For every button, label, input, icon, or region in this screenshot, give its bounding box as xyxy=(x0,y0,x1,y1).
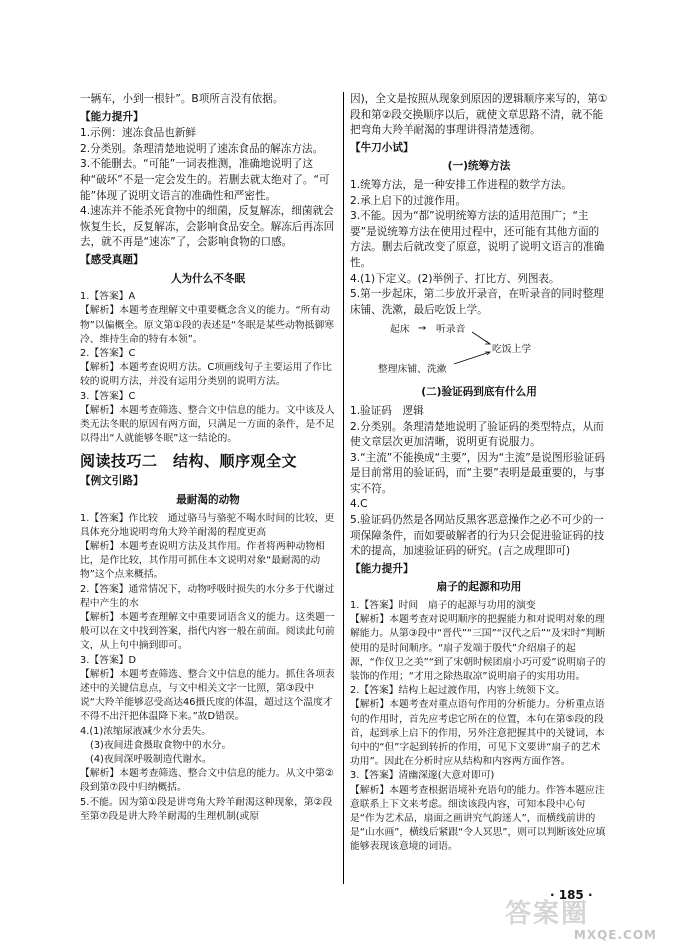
answer-list xyxy=(350,599,608,855)
answer-list xyxy=(350,404,608,560)
diagram-node: 整理床铺、洗漱 xyxy=(378,364,447,376)
answer-item: 3.【答案】清幽深邃(大意对即可) xyxy=(350,770,495,782)
column-divider xyxy=(343,92,344,884)
answer-item: 2.分类别。条理清楚地说明了速冻食品的解冻方法。 xyxy=(80,142,324,155)
analysis-text: 【解析】本题考查筛选、整合文中信息的能力。从文中第②段到第⑦段中归纳概括。 xyxy=(80,768,334,794)
answer-item: 5.验证码仍然是各网站反黑客恶意操作之必不可少的一项保障条件，而如要破解者的行为只会促进验证码的技术的提高，加速验证码的研究。(言之成理即可) xyxy=(350,514,605,558)
answer-item: 1.【答案】作比较 通过骆马与骆驼不喝水时间的比较，更具体充分地说明弯角大羚羊耐渴的程度更高 xyxy=(80,512,335,538)
subsection-title: (二)验证码到底有什么用 xyxy=(421,386,537,399)
answer-item: 5.不能。因为第①段是讲弯角大羚羊耐渴这种现象，第②段至第⑦段是讲大羚羊耐渴的生理机制(或原 xyxy=(80,796,333,822)
answer-item: 3.不能。因为“都”说明统筹方法的适用范围广；“主要”是说统筹方法在使用过程中，还可能有其他方面的方法。删去后就改变了原意，说明了说明文语言的准确性。 xyxy=(350,210,605,269)
answer-list xyxy=(350,178,608,318)
analysis-text: 【解析】本题考查理解文中重要词语含义的能力。这类题一般可以在文中找到答案，指代内容一般在前面。阅读此句前文，从上句中摘到即可。 xyxy=(80,611,335,652)
section-heading: 【例文引路】 xyxy=(80,475,144,488)
answer-item: 1.示例：速冻食品也新鲜 xyxy=(80,127,197,140)
right-column xyxy=(350,92,608,855)
answer-item: (4)夜间深呼吸制造代谢水。 xyxy=(90,754,212,765)
page-number: · 185 · xyxy=(550,888,593,902)
diagram-node: 吃饭上学 xyxy=(492,344,532,356)
analysis-text: 【解析】本题考查说明方法。C项画线句子主要运用了作比较的说明方法，并没有运用分类别的说明方法。 xyxy=(80,362,332,388)
answer-item: 4.速冻并不能杀死食物中的细菌，反复解冻，细菌就会恢复生长，反复解冻，会影响食品安全。解冻后再冻回去，就不再是“速冻”了，会影响食物的口感。 xyxy=(80,205,335,249)
article-title: 扇子的起源和功用 xyxy=(436,581,522,594)
article-title: 最耐渴的动物 xyxy=(176,493,240,506)
answer-list xyxy=(80,126,336,251)
continued-text: 因)，全文是按照从现象到原因的逻辑顺序来写的，第①段和第②段交换顺序以后，就使文章思路不清，就不能把弯角大羚羊耐渴的事理讲得清楚透彻。 xyxy=(350,93,608,137)
answer-item: 1.统筹方法，是一种安排工作进程的数学方法。 xyxy=(350,178,572,191)
analysis-text: 【解析】本题考查说明方法及其作用。作者将两种动物相比，是作比较，其作用可抓住本文说明对象“最耐渴的动物”这个点来概括。 xyxy=(80,540,325,581)
answer-item: 3.“主流”不能换成“主要”，因为“主流”是说图形验证码是目前常用的验证码，而“主要”表明是最重要的，与事实不符。 xyxy=(350,451,605,495)
analysis-text: 【解析】本题考查筛选、整合文中信息的能力。文中该及人类无法冬眠的原因有两方面，只满足一方面的条件，是不足以得出“人就能够冬眠”这一结论的。 xyxy=(80,404,335,445)
answer-item: 3.【答案】D xyxy=(80,654,137,666)
section-heading: 【能力提升】 xyxy=(80,110,144,123)
chapter-title: 阅读技巧二 结构、顺序观全文 xyxy=(80,452,298,471)
answer-list xyxy=(80,512,336,824)
answer-item: 2.【答案】结构上起过渡作用，内容上统领下文。 xyxy=(350,685,566,697)
continued-text: 一辆车，小到一根针”。B项所言没有依据。 xyxy=(80,93,284,105)
answer-item: 2.分类别。条理清楚地说明了验证码的类型特点，从而使文章层次更加清晰，说明更有说服力。 xyxy=(350,420,604,449)
answer-item: 3.【答案】C xyxy=(80,390,136,402)
answer-item: 4.(1)下定义。(2)举例子、打比方、列图表。 xyxy=(350,272,560,285)
answer-item: 2.【答案】通常情况下，动物呼吸时损失的水分多于代谢过程中产生的水 xyxy=(80,583,335,609)
article-title: 人为什么不冬眠 xyxy=(170,272,246,285)
section-heading: 【感受真题】 xyxy=(80,253,144,266)
answer-item: 5.第一步起床，第二步放开录音，在听录音的同时整理床铺、洗漱，最后吃饭上学。 xyxy=(350,288,604,316)
answer-item: 4.(1)浓缩尿液减少水分丢失。 xyxy=(80,725,211,737)
section-heading: 【能力提升】 xyxy=(350,562,414,575)
answer-item: 3.不能删去。“可能”一词表推测，准确地说明了这种“破坏”不是一定会发生的。若删去就太绝对了。“可能”体现了说明文语言的准确性和严密性。 xyxy=(80,158,330,202)
diagram-node: 起床 xyxy=(390,324,410,336)
diagram-arrows xyxy=(350,320,608,382)
answer-item: 2.【答案】C xyxy=(80,347,136,359)
watermark-logo xyxy=(505,900,665,944)
answer-item: (3)夜间进食摄取食物中的水分。 xyxy=(90,739,232,751)
left-column xyxy=(80,92,336,824)
answer-list xyxy=(80,290,336,446)
analysis-text: 【解析】本题考查对重点语句作用的分析能力。分析重点语句的作用时，首先应考虑它所在的位置，本句在第⑤段的段首，起到承上启下的作用，另外注意把握其中的关键词，本句中的“但”字起到转折的作用，可见下文要讲“扇子的艺术功用”。因此在分析时应从结构和内容两方面作答。 xyxy=(350,699,605,768)
answer-item: 4.C xyxy=(350,498,368,511)
watermark-url: MXQE.COM xyxy=(573,928,657,942)
answer-item: 2.承上启下的过渡作用。 xyxy=(350,194,467,207)
answer-item: 1.【答案】时间 扇子的起源与功用的演变 xyxy=(350,600,536,612)
analysis-text: 【解析】本题考查对说明顺序的把握能力和对说明对象的理解能力。从第③段中“晋代”“三国”“汉代之后”“及宋时”判断使用的是时间顺序。“扇子发端于殷代”介绍扇子的起源，“作仪卫之美”“到了宋朝时候团扇小巧可爱”说明扇子的装饰的作用；“才用之除热取凉”说明扇子的实用功用。 xyxy=(350,614,606,683)
analysis-text: 【解析】本题考查理解文中重要概念含义的能力。“所有动物”以偏概全。原文第①段的表述是“冬眠是某些动物抵御寒冷、维持生命的特有本领”。 xyxy=(80,305,335,345)
watermark-text: 答案圈 xyxy=(505,899,590,929)
arrow-icon: → xyxy=(418,323,427,335)
answer-item: 1.【答案】A xyxy=(80,291,136,303)
section-heading: 【牛刀小试】 xyxy=(350,141,414,154)
analysis-text: 【解析】本题考查根据语境补充语句的能力。作答本题应注意联系上下文来考虑。细读该段内容，可知本段中心句是“作为艺术品，扇面之画讲究气韵迷人”，而横线前讲的是“山水画”，横线后紧跟“令人冥思”，则可以判断该处应填能够表现该意境的词语。 xyxy=(350,784,606,853)
analysis-text: 【解析】本题考查筛选、整合文中信息的能力。抓住各项表述中的关键信息点，与文中相关文字一比照，第③段中说“大羚羊能够忍受高达46摄氏度的体温，超过这个温度才不得不出汗把体温降下来。”故D错误。 xyxy=(80,668,335,723)
answer-item: 1.验证码 逻辑 xyxy=(350,404,424,417)
flow-diagram xyxy=(350,320,608,382)
subsection-title: (一)统筹方法 xyxy=(447,160,511,173)
diagram-node: 听录音 xyxy=(436,324,466,336)
